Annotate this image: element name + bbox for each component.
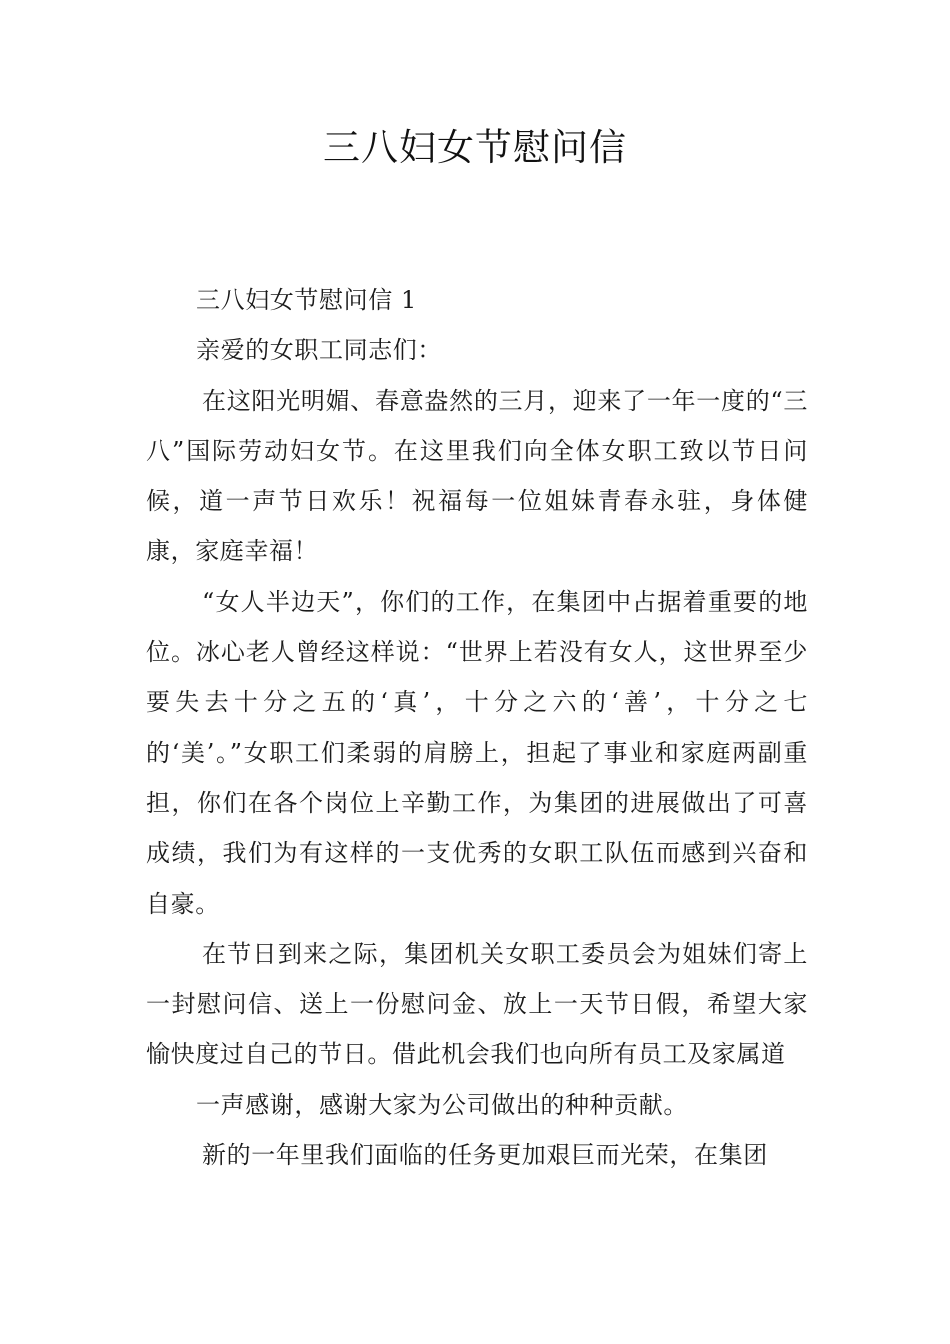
paragraph-greeting: 在这阳光明媚、春意盎然的三月，迎来了一年一度的“三八”国际劳动妇女节。在这里我们向全体女职工致以节日问候，道一声节日欢乐！祝福每一位姐妹青春永驻，身体健康，家庭幸福！ — [146, 386, 808, 566]
document-body — [146, 275, 808, 1180]
section-heading: 三八妇女节慰问信 1 — [196, 286, 417, 314]
paragraph-thanks: 一声感谢，感谢大家为公司做出的种种贡献。 — [196, 1090, 688, 1119]
paragraph-festival-gifts: 在节日到来之际，集团机关女职工委员会为姐妹们寄上一封慰问信、送上一份慰问金、放上一天节日假，希望大家愉快度过自己的节日。借此机会我们也向所有员工及家属道 — [146, 939, 808, 1069]
document-title: 三八妇女节慰问信 — [323, 126, 627, 169]
salutation: 亲爱的女职工同志们： — [196, 336, 442, 365]
paragraph-half-sky: “女人半边天”，你们的工作，在集团中占据着重要的地位。冰心老人曾经这样说：“世界上若没有女人，这世界至少要失去十分之五的‘真’，十分之六的‘善’，十分之七的‘美’。”女职工们柔弱的肩膀上，担起了事业和家庭两副重担，你们在各个岗位上辛勤工作，为集团的进展做出了可喜成绩，我们为有这样的一支优秀的女职工队伍而感到兴奋和自豪。 — [146, 587, 808, 918]
paragraph-new-year: 新的一年里我们面临的任务更加艰巨而光荣，在集团 — [202, 1141, 768, 1170]
